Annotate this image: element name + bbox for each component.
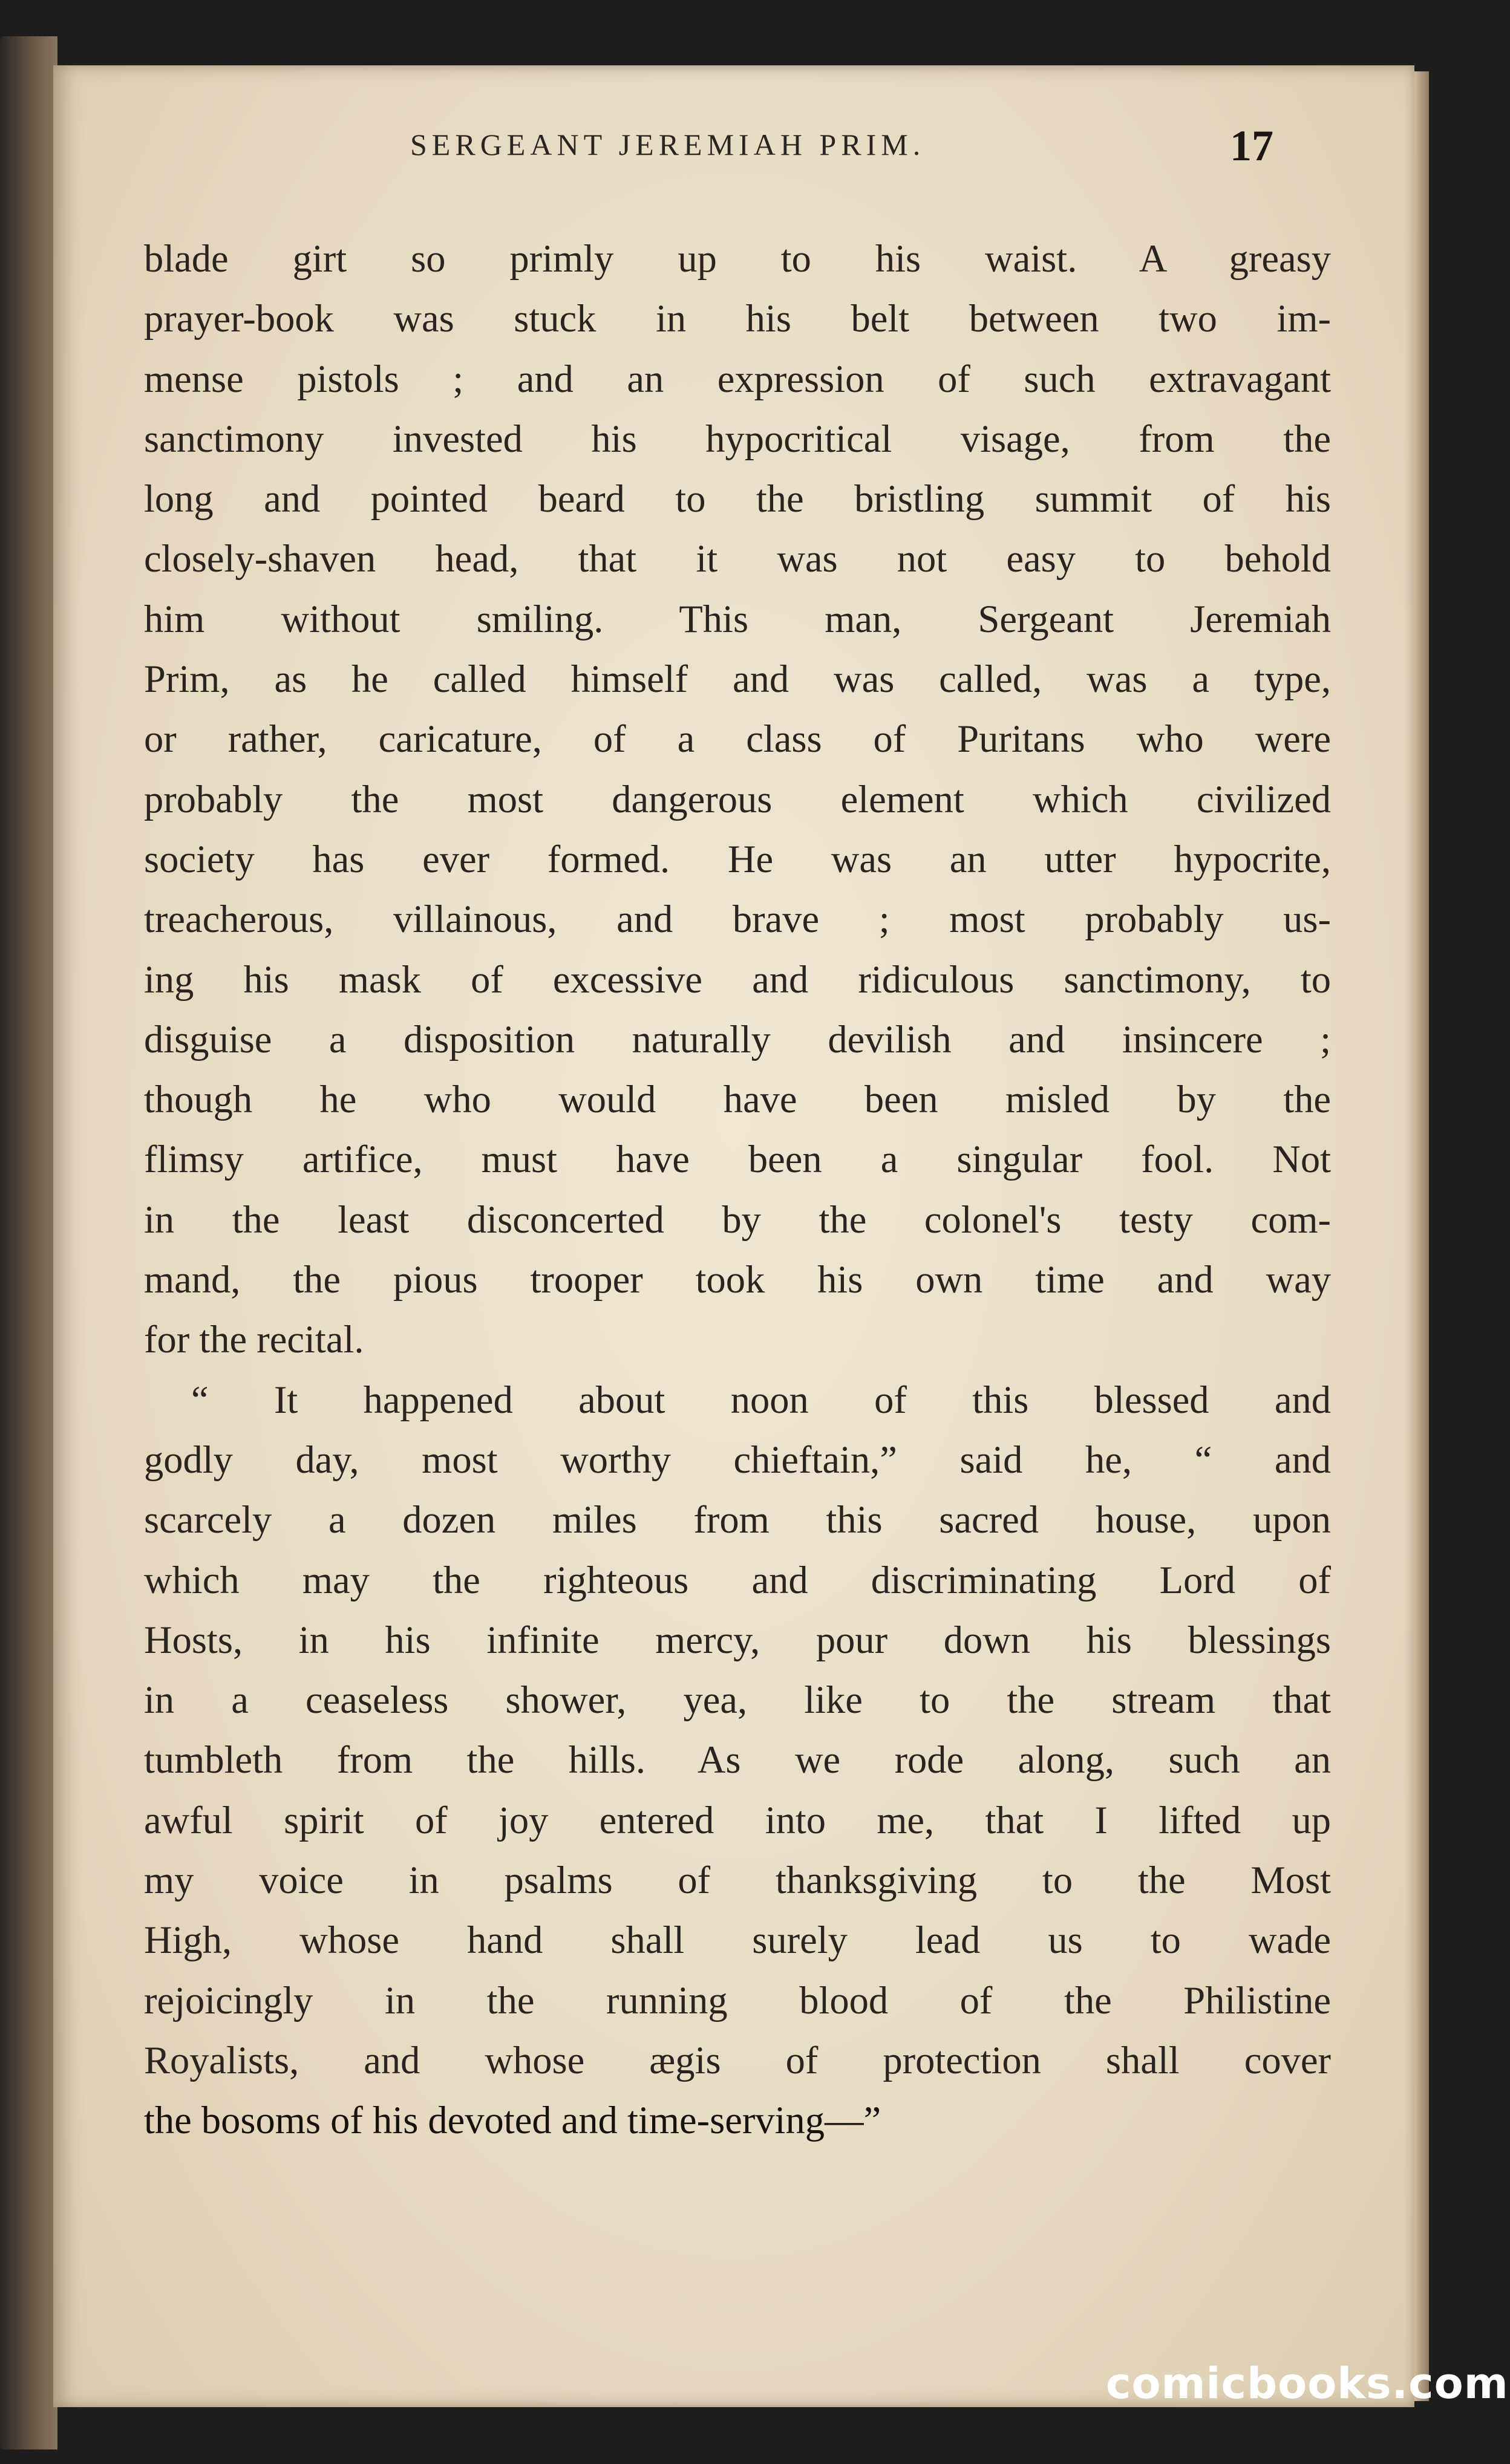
text-line: sanctimony invested his hypocritical visage, from the (144, 417, 1331, 460)
text-line: godly day, most worthy chieftain,” said he, “ and (144, 1438, 1331, 1481)
running-head: SERGEANT JEREMIAH PRIM. (410, 128, 926, 161)
text-line: High, whose hand shall surely lead us to wade (144, 1918, 1331, 1962)
text-line: Royalists, and whose ægis of protection shall cover (144, 2038, 1331, 2082)
text-line: mense pistols ; and an expression of such extravagant (144, 357, 1331, 400)
text-line: closely-shaven head, that it was not easy to behold (144, 537, 1331, 581)
text-line: Prim, as he called himself and was called, was a type, (144, 657, 1331, 701)
watermark: comicbooks.com (1106, 2359, 1509, 2408)
text-line: for the recital. (144, 1318, 364, 1361)
page-number: 17 (1230, 122, 1273, 170)
book-page (53, 65, 1414, 2407)
text-line: my voice in psalms of thanksgiving to the Most (144, 1859, 1331, 1902)
text-line: in a ceaseless shower, yea, like to the stream that (144, 1678, 1331, 1722)
text-line: scarcely a dozen miles from this sacred house, upon (144, 1498, 1331, 1542)
text-line: the bosoms of his devoted and time-serving—” (144, 2099, 881, 2142)
text-line: mand, the pious trooper took his own time and way (144, 1258, 1331, 1302)
text-line: blade girt so primly up to his waist. A greasy (144, 237, 1331, 280)
body-text (144, 229, 1331, 2151)
text-line: him without smiling. This man, Sergeant Jeremiah (144, 597, 1331, 640)
text-line: society has ever formed. He was an utter hypocrite, (144, 837, 1331, 881)
text-line: awful spirit of joy entered into me, that I lifted up (144, 1798, 1331, 1842)
text-line: prayer-book was stuck in his belt between two im- (144, 297, 1331, 341)
page-edge (1414, 71, 1429, 2401)
text-line: disguise a disposition naturally devilish and insincere ; (144, 1017, 1331, 1061)
text-line: tumbleth from the hills. As we rode along, such an (144, 1738, 1331, 1782)
text-line: treacherous, villainous, and brave ; most probably us- (144, 898, 1331, 941)
text-line: “ It happened about noon of this blessed and (191, 1378, 1331, 1421)
text-line: or rather, caricature, of a class of Puritans who were (144, 717, 1331, 761)
text-line: though he who would have been misled by the (144, 1078, 1331, 1121)
text-line: long and pointed beard to the bristling summit of his (144, 477, 1331, 521)
text-line: Hosts, in his infinite mercy, pour down his blessings (144, 1618, 1331, 1661)
text-line: which may the righteous and discriminating Lord of (144, 1558, 1331, 1602)
text-line: flimsy artifice, must have been a singular fool. Not (144, 1138, 1331, 1181)
text-line: ing his mask of excessive and ridiculous sanctimony, to (144, 957, 1331, 1001)
book-spine (0, 36, 57, 2449)
text-line: probably the most dangerous element which civilized (144, 777, 1331, 821)
text-line: rejoicingly in the running blood of the Philistine (144, 1978, 1331, 2022)
text-line: in the least disconcerted by the colonel's testy com- (144, 1198, 1331, 1241)
